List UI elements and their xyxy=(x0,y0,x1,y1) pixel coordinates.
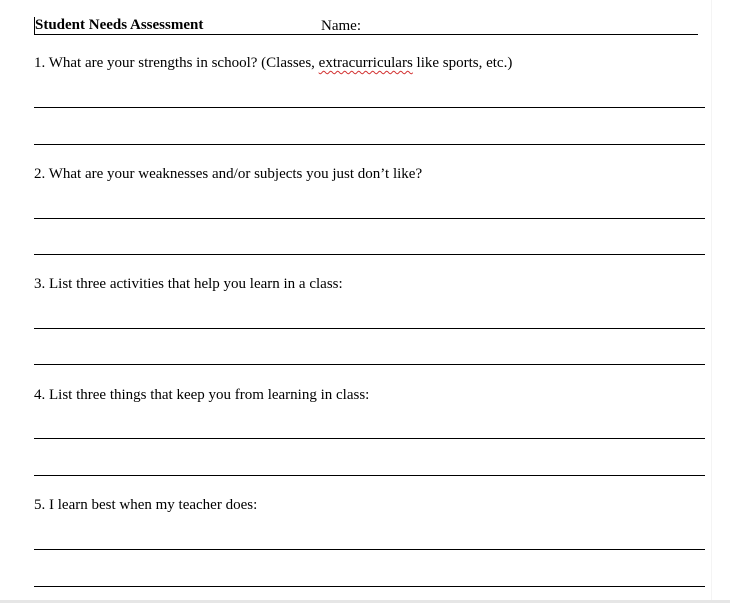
question-3: 3. List three activities that help you learn in a class: xyxy=(34,276,343,292)
answer-line-2a[interactable] xyxy=(34,218,705,219)
answer-line-5a[interactable] xyxy=(34,549,705,550)
answer-line-3b[interactable] xyxy=(34,364,705,365)
spellcheck-flagged-word[interactable]: extracurriculars xyxy=(318,55,413,71)
answer-line-2b[interactable] xyxy=(34,254,705,255)
page-edge xyxy=(711,0,712,600)
name-underline[interactable] xyxy=(34,34,698,35)
answer-line-3a[interactable] xyxy=(34,328,705,329)
question-1-text: 1. What are your strengths in school? (Classes, xyxy=(34,55,315,71)
question-2: 2. What are your weaknesses and/or subjects you just don’t like? xyxy=(34,166,423,182)
answer-line-1a[interactable] xyxy=(34,107,705,108)
question-5: 5. I learn best when my teacher does: xyxy=(34,497,258,513)
answer-line-5b[interactable] xyxy=(34,586,705,587)
name-label: Name: xyxy=(321,18,361,34)
answer-line-4a[interactable] xyxy=(34,438,705,439)
question-4: 4. List three things that keep you from learning in class: xyxy=(34,387,370,403)
answer-line-1b[interactable] xyxy=(34,144,705,145)
question-1-text-end: like sports, etc.) xyxy=(416,55,513,71)
question-1 xyxy=(34,55,512,72)
answer-line-4b[interactable] xyxy=(34,475,705,476)
document-title: Student Needs Assessment xyxy=(35,17,204,33)
